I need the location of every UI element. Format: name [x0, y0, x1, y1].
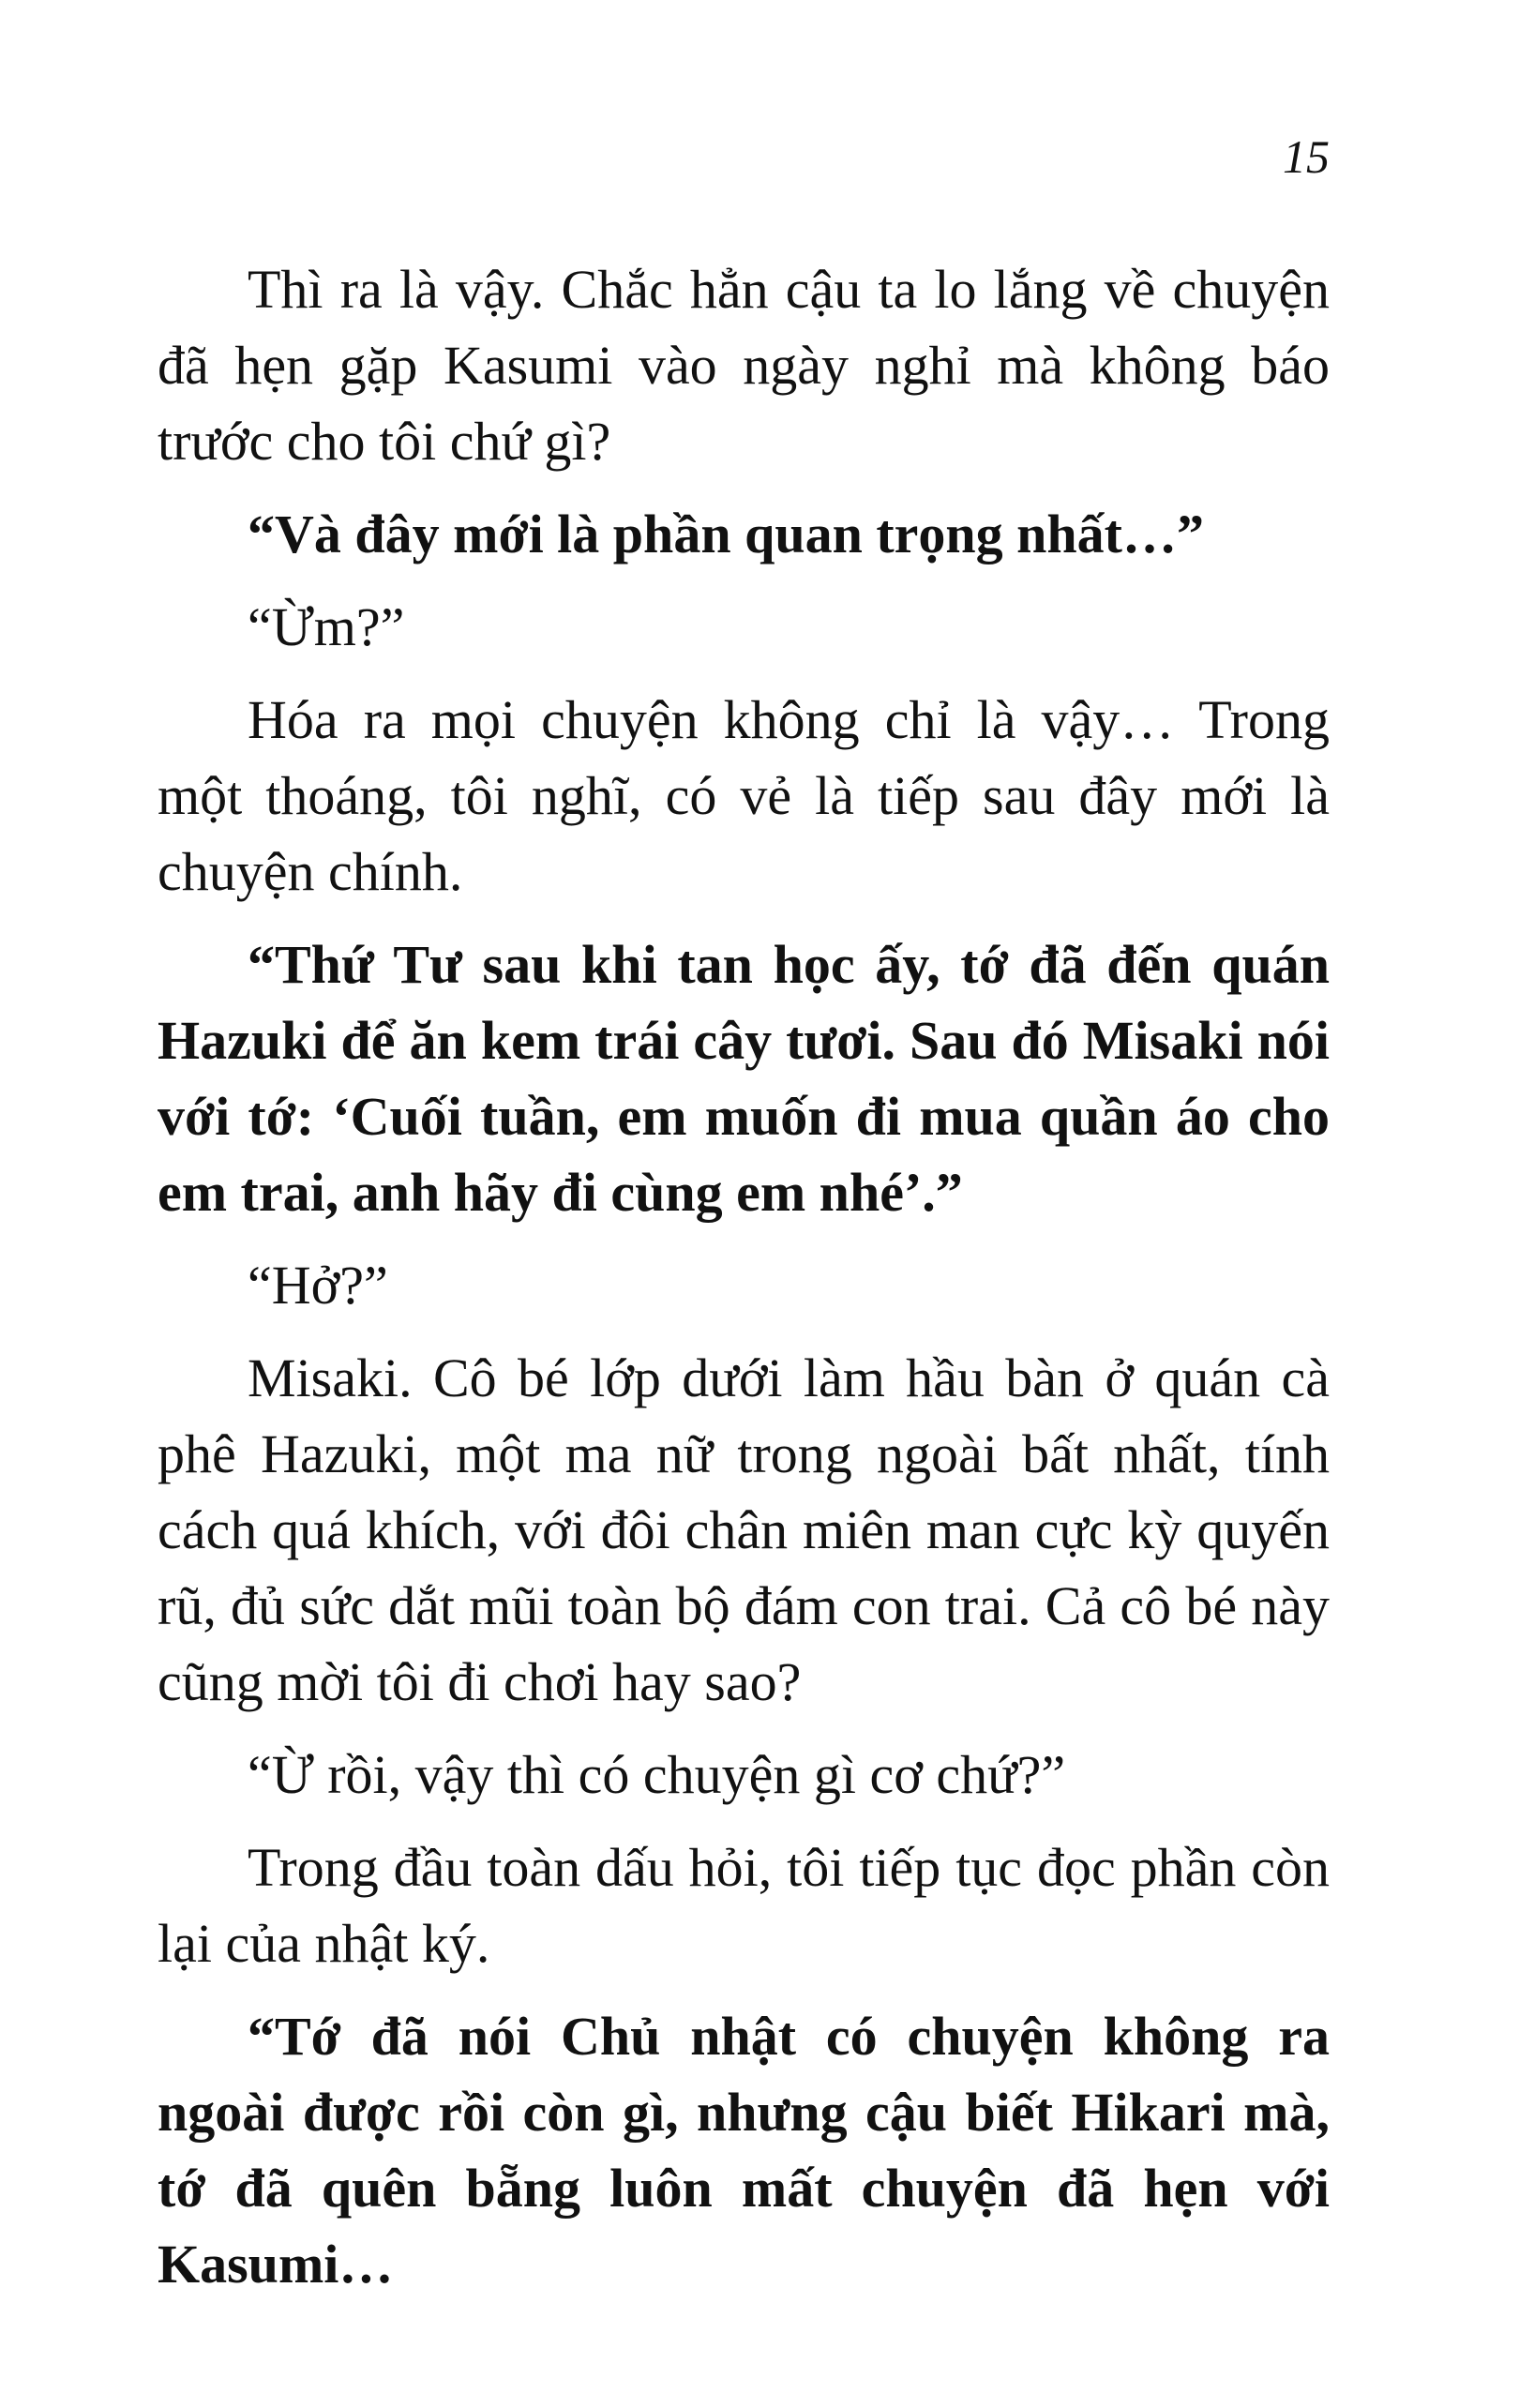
paragraph-6: “Hở?”: [248, 1255, 388, 1316]
paragraph-1: Thì ra là vậy. Chắc hẳn cậu ta lo lắng về chuyện đã hẹn gặp Kasumi vào ngày nghỉ mà không báo trước cho tôi chứ gì?: [158, 259, 1330, 472]
body-text: [158, 251, 1330, 2319]
paragraph-8: “Ừ rồi, vậy thì có chuyện gì cơ chứ?”: [248, 1744, 1066, 1805]
paragraph-9: Trong đầu toàn dấu hỏi, tôi tiếp tục đọc phần còn lại của nhật ký.: [158, 1837, 1330, 1974]
paragraph-7: Misaki. Cô bé lớp dưới làm hầu bàn ở quán cà phê Hazuki, một ma nữ trong ngoài bất nhất, tính cách quá khích, với đôi chân miên man cực kỳ quyến rũ, đủ sức dắt mũi toàn bộ đám con trai. Cả cô bé này cũng mời tôi đi chơi hay sao?: [158, 1347, 1330, 1712]
paragraph-2: “Và đây mới là phần quan trọng nhất…”: [248, 504, 1204, 564]
paragraph-10: “Tớ đã nói Chủ nhật có chuyện không ra ngoài được rồi còn gì, nhưng cậu biết Hikari mà, tớ đã quên bẵng luôn mất chuyện đã hẹn với Kasumi…: [158, 2006, 1330, 2295]
paragraph-3: “Ừm?”: [248, 596, 405, 657]
page-number: 15: [1283, 130, 1330, 183]
paragraph-5: “Thứ Tư sau khi tan học ấy, tớ đã đến quán Hazuki để ăn kem trái cây tươi. Sau đó Misaki nói với tớ: ‘Cuối tuần, em muốn đi mua quần áo cho em trai, anh hãy đi cùng em nhé’.”: [158, 934, 1330, 1223]
paragraph-4: Hóa ra mọi chuyện không chỉ là vậy… Trong một thoáng, tôi nghĩ, có vẻ là tiếp sau đây mới là chuyện chính.: [158, 689, 1330, 902]
